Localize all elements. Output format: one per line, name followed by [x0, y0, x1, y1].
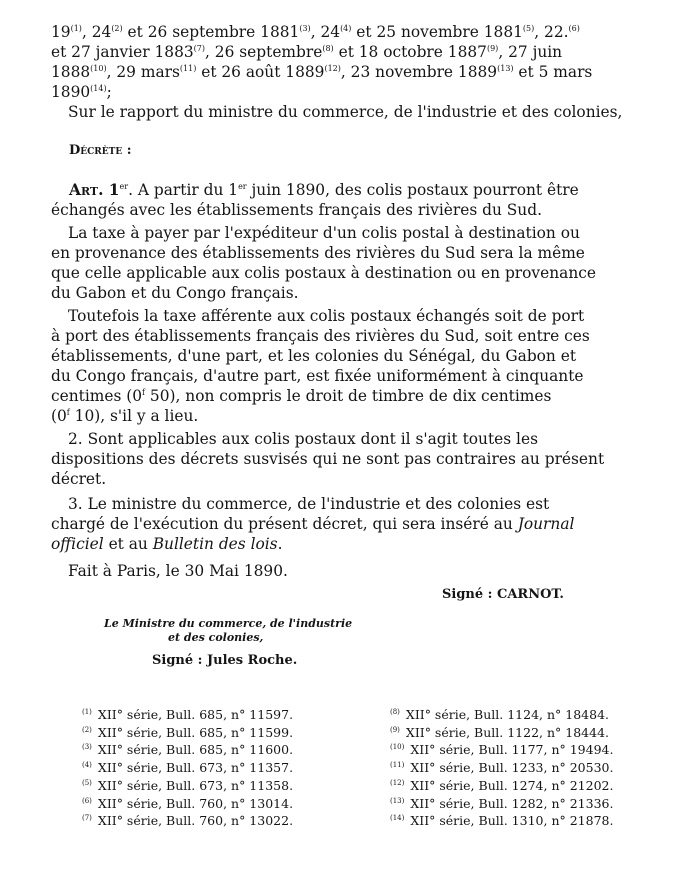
text: et 5 mars — [513, 63, 593, 81]
art2-line-3: décret. — [51, 470, 107, 488]
footnote-item — [82, 723, 293, 740]
footnote-ref: (6) — [568, 24, 580, 33]
art1-p3-line-2: à port des établissements français des rivières du Sud, soit entre ces — [51, 327, 590, 345]
text: 1888 — [51, 63, 91, 81]
art3-line-1: 3. Le ministre du commerce, de l'industrie et des colonies est — [68, 495, 550, 513]
superscript: f — [66, 408, 70, 417]
footnote-number: (5) — [82, 778, 92, 787]
art1-p3-line-4: du Congo français, d'autre part, est fixée uniformément à cinquante — [51, 367, 584, 385]
footnote-text: XII° série, Bull. 1122, n° 18444. — [405, 724, 609, 740]
footnote-text: XII° série, Bull. 1177, n° 19494. — [410, 742, 614, 758]
text: juin 1890, des colis postaux pourront être — [246, 181, 579, 199]
footnote-ref: (10) — [90, 64, 107, 73]
text: et 25 novembre 1881 — [351, 23, 523, 41]
footnote-ref: (14) — [90, 84, 107, 93]
art3-line-3 — [51, 535, 283, 554]
text: , 22. — [534, 23, 569, 41]
footnote-number: (13) — [390, 796, 405, 805]
text: . — [277, 535, 283, 553]
footnote-number: (3) — [82, 743, 92, 752]
footnote-ref: (4) — [340, 24, 352, 33]
text: et 26 août 1889 — [196, 63, 325, 81]
footnote-item — [390, 705, 609, 722]
footnote-number: (10) — [390, 743, 405, 752]
footnote-number: (14) — [390, 814, 405, 823]
footnote-ref: (3) — [299, 24, 311, 33]
text: 50), non compris le droit de timbre de dix centimes — [145, 387, 552, 405]
signature-roche: Signé : Jules Roche. — [152, 653, 298, 668]
minister-title-2: et des colonies, — [168, 631, 264, 644]
footnote-ref: (7) — [193, 44, 206, 53]
footnote-text: XII° série, Bull. 685, n° 11597. — [97, 707, 294, 722]
art1-p3-line-5 — [51, 387, 551, 406]
signature-carnot: Signé : CARNOT. — [442, 587, 564, 602]
footnote-number: (6) — [82, 796, 92, 805]
superscript: f — [142, 388, 146, 397]
intro-line-1 — [51, 23, 580, 42]
text: (0 — [51, 407, 67, 425]
article-label: Art. 1 — [69, 181, 120, 199]
footnote-number: (1) — [82, 708, 92, 716]
superscript: er — [238, 182, 247, 191]
footnote-number: (7) — [82, 814, 92, 823]
text: centimes (0 — [51, 387, 143, 405]
footnote-text: XII° série, Bull. 1233, n° 20530. — [410, 760, 614, 776]
superscript: er — [119, 182, 129, 191]
text: et au — [103, 535, 153, 553]
art1-line-2: échangés avec les établissements français des rivières du Sud. — [51, 201, 542, 219]
text: et 18 octobre 1887 — [333, 43, 487, 61]
footnote-number: (12) — [390, 778, 405, 787]
footnote-ref: (2) — [111, 24, 123, 33]
footnote-item — [390, 776, 613, 793]
footnote-item — [390, 794, 613, 811]
fait-a-paris: Fait à Paris, le 30 Mai 1890. — [68, 562, 288, 580]
text: , 23 novembre 1889 — [340, 63, 498, 81]
italic-text: Bulletin des lois — [152, 535, 278, 553]
art1-p3-line-1: Toutefois la taxe afférente aux colis postaux échangés soit de port — [68, 307, 585, 325]
art1-p2-line-2: en provenance des établissements des rivières du Sud sera la même — [51, 244, 585, 262]
art3-line-2 — [51, 515, 574, 534]
footnote-item — [390, 740, 613, 757]
footnote-text: XII° série, Bull. 760, n° 13014. — [97, 795, 294, 811]
text: 1890 — [51, 83, 91, 101]
footnote-ref: (12) — [324, 64, 341, 73]
intro-line-4 — [51, 83, 112, 102]
text: et 26 septembre 1881 — [122, 23, 300, 41]
decrete-heading: Décrète : — [69, 143, 132, 158]
footnote-text: XII° série, Bull. 685, n° 11600. — [97, 742, 294, 758]
footnote-text: XII° série, Bull. 685, n° 11599. — [97, 724, 294, 740]
footnote-ref: (11) — [179, 64, 197, 73]
text: ; — [106, 83, 112, 101]
art1-p3-line-6 — [51, 407, 198, 426]
text: 19 — [51, 23, 71, 41]
footnote-item — [82, 758, 293, 775]
text: , 29 mars — [106, 63, 180, 81]
art2-line-2: dispositions des décrets susvisés qui ne sont pas contraires au présent — [51, 450, 605, 468]
text: , 27 juin — [498, 43, 563, 61]
footnote-text: XII° série, Bull. 673, n° 11357. — [97, 760, 294, 776]
footnote-text: XII° série, Bull. 1310, n° 21878. — [410, 813, 614, 829]
italic-text: Journal — [517, 515, 575, 533]
footnote-item — [390, 811, 613, 828]
footnote-item — [390, 723, 609, 740]
footnote-text: XII° série, Bull. 1274, n° 21202. — [410, 777, 614, 793]
footnote-number: (8) — [390, 708, 400, 716]
footnote-number: (2) — [82, 725, 92, 734]
art1-p2-line-4: du Gabon et du Congo français. — [51, 284, 299, 302]
footnote-item — [390, 758, 613, 775]
art2-line-1: 2. Sont applicables aux colis postaux dont il s'agit toutes les — [68, 430, 538, 448]
footnote-item — [82, 740, 293, 757]
footnote-number: (9) — [390, 725, 400, 734]
footnote-text: XII° série, Bull. 760, n° 13022. — [97, 813, 294, 829]
footnote-number: (11) — [390, 761, 405, 770]
text: , 24 — [310, 23, 341, 41]
footnote-number: (4) — [82, 761, 92, 770]
minister-title-1: Le Ministre du commerce, de l'industrie — [104, 617, 353, 630]
intro-line-2 — [51, 43, 562, 62]
text: et 27 janvier 1883 — [51, 43, 194, 61]
footnote-item — [82, 794, 293, 811]
italic-text: officiel — [51, 535, 104, 553]
art1-p3-line-3: établissements, d'une part, et les colonies du Sénégal, du Gabon et — [51, 347, 577, 365]
text: , 26 septembre — [205, 43, 323, 61]
footnote-text: XII° série, Bull. 1124, n° 18484. — [405, 707, 609, 722]
art1-line-1 — [69, 181, 579, 200]
footnote-item — [82, 776, 293, 793]
intro-line-3 — [51, 63, 592, 82]
art1-p2-line-3: que celle applicable aux colis postaux à destination ou en provenance — [51, 264, 596, 282]
text: , 24 — [81, 23, 112, 41]
art1-p2-line-1: La taxe à payer par l'expéditeur d'un colis postal à destination ou — [68, 224, 580, 242]
footnote-item — [82, 705, 293, 722]
text: 10), s'il y a lieu. — [69, 407, 199, 425]
footnote-ref: (9) — [486, 44, 499, 53]
text: . A partir du 1 — [128, 181, 239, 199]
footnote-text: XII° série, Bull. 1282, n° 21336. — [410, 795, 614, 811]
intro-line-5: Sur le rapport du ministre du commerce, de l'industrie et des colonies, — [68, 103, 623, 121]
footnote-ref: (8) — [322, 44, 334, 53]
footnote-text: XII° série, Bull. 673, n° 11358. — [97, 777, 294, 793]
text: chargé de l'exécution du présent décret, qui sera inséré au — [51, 515, 518, 533]
footnote-ref: (1) — [70, 24, 82, 33]
footnote-ref: (13) — [497, 64, 514, 73]
footnote-item — [82, 811, 293, 828]
footnote-ref: (5) — [522, 24, 535, 33]
